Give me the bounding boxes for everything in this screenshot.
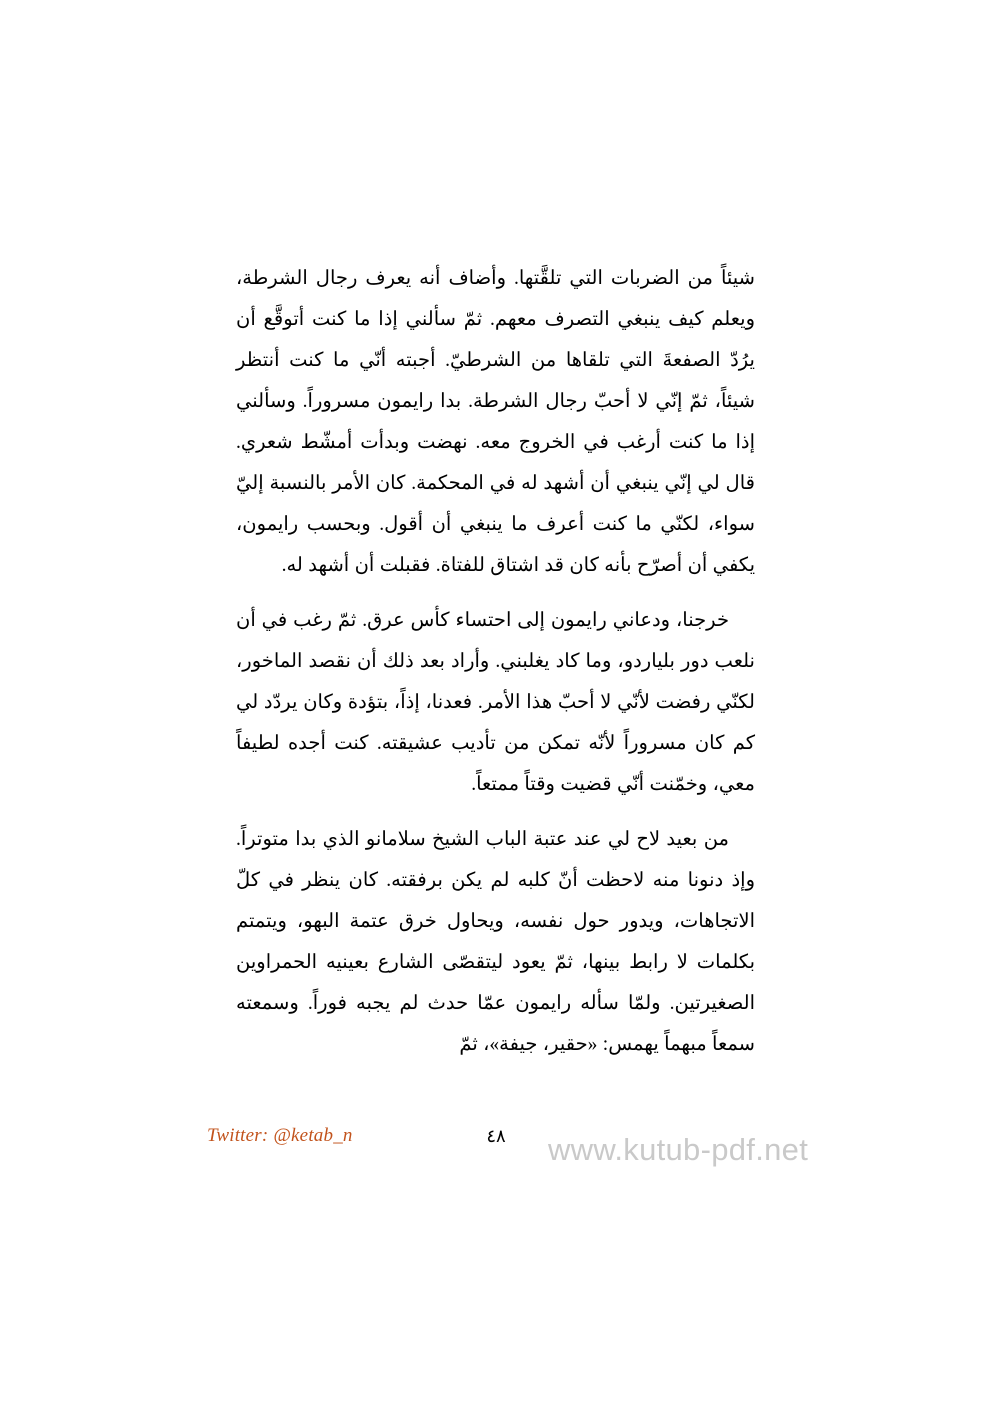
- site-watermark: www.kutub-pdf.net: [548, 1132, 809, 1167]
- page-text-body: [236, 258, 755, 1065]
- twitter-handle-credit: Twitter: @ketab_n: [207, 1125, 353, 1146]
- page-number: ٤٨: [486, 1126, 506, 1146]
- body-paragraph: من بعيد لاح لي عند عتبة الباب الشيخ سلامانو الذي بدا متوتراً. وإذ دنونا منه لاحظت أنّ كلبه لم يكن برفقته. كان ينظر في كلّ الاتجاهات، ويدور حول نفسه، ويحاول خرق عتمة البهو، ويتمتم بكلمات لا رابط بينها، ثمّ يعود ليتقصّى الشارع بعينيه الحمراوين الصغيرتين. ولمّا سأله رايمون عمّا حدث لم يجبه فوراً. وسمعته سمعاً مبهماً يهمس: «حقير، جيفة»، ثمّ: [236, 829, 755, 1055]
- page-footer: [0, 1118, 992, 1198]
- body-paragraph: شيئاً من الضربات التي تلقَّتها. وأضاف أنه يعرف رجال الشرطة، ويعلم كيف ينبغي التصرف معهم. ثمّ سألني إذا ما كنت أتوقَّع أن يرُدّ الصفعةَ التي تلقاها من الشرطيّ. أجبته أنّي ما كنت أنتظر شيئاً، ثمّ إنّي لا أحبّ رجال الشرطة. بدا رايمون مسروراً. وسألني إذا ما كنت أرغب في الخروج معه. نهضت وبدأت أمشّط شعري. قال لي إنّي ينبغي أن أشهد له في المحكمة. كان الأمر بالنسبة إليّ سواء، لكنّي ما كنت أعرف ما ينبغي أن أقول. وبحسب رايمون، يكفي أن أصرّح بأنه كان قد اشتاق للفتاة. فقبلت أن أشهد له.: [236, 268, 755, 576]
- body-paragraph: خرجنا، ودعاني رايمون إلى احتساء كأس عرق. ثمّ رغب في أن نلعب دور بلياردو، وما كاد يغلبني. وأراد بعد ذلك أن نقصد الماخور، لكنّي رفضت لأنّي لا أحبّ هذا الأمر. فعدنا، إذاً، بتؤدة وكان يردّد لي كم كان مسروراً لأنّه تمكن من تأديب عشيقته. كنت أجده لطيفاً معي، وخمّنت أنّي قضيت وقتاً ممتعاً.: [236, 610, 755, 795]
